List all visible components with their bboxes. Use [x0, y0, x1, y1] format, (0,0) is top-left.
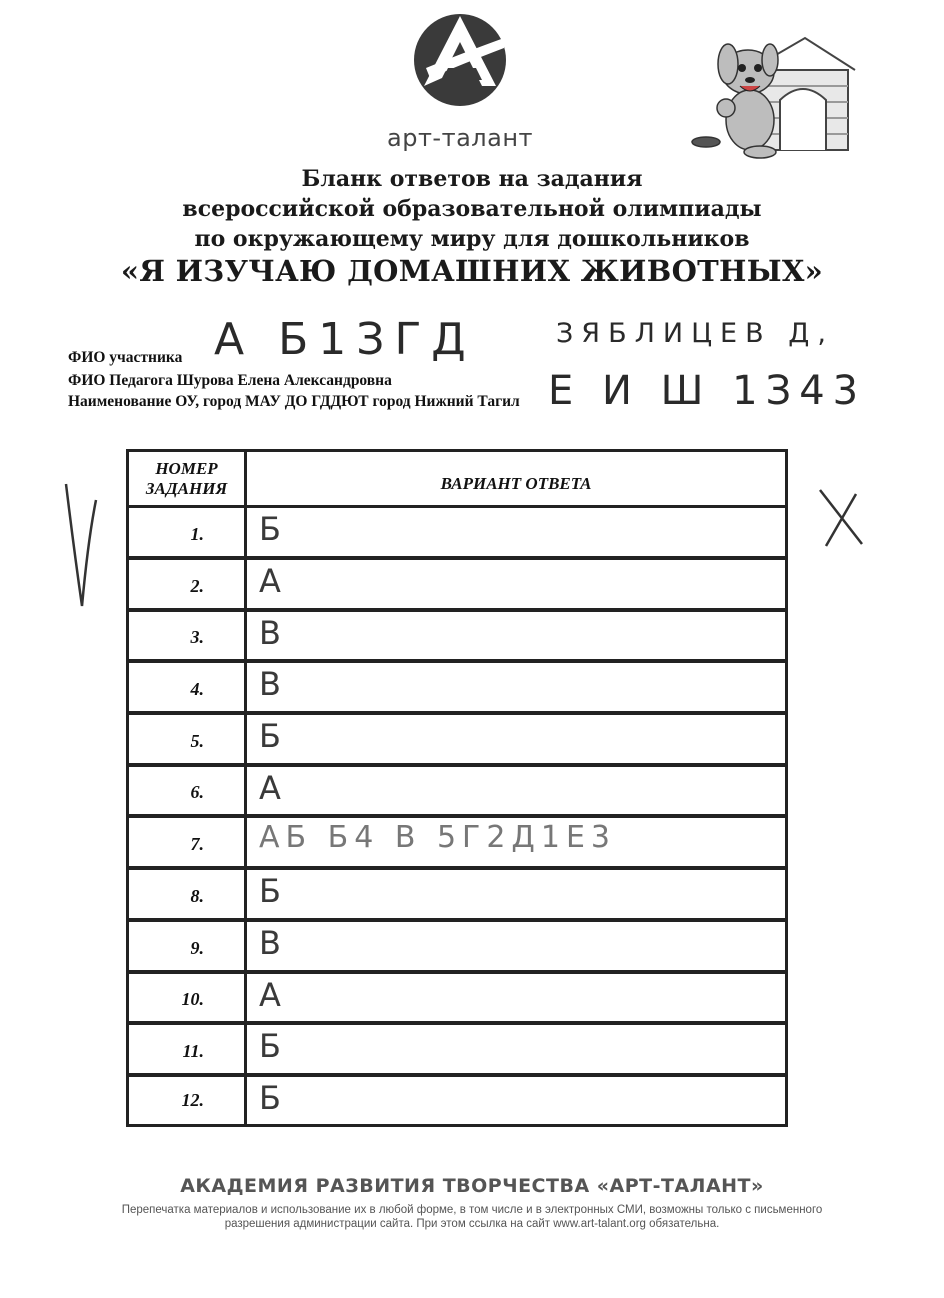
handwritten-check-mark [60, 480, 100, 610]
answer-cell: А [259, 562, 281, 600]
art-talant-logo [412, 8, 508, 118]
answer-cell: Б [259, 510, 281, 548]
dog-house-illustration [690, 30, 860, 160]
table-row [129, 612, 785, 663]
school-name-line: Наименование ОУ, город МАУ ДО ГДДЮТ город Нижний Тагил [68, 393, 520, 410]
handwritten-code-bottom: Е И Ш 1З43 [548, 368, 867, 414]
footer-copyright-note: Перепечатка материалов и использование их в любой форме, в том числе и в электронных СМИ, возможны только с письменного разрешения администрации сайта. При этом ссылка на сайт www.art-talant.org обязательна. [121, 1204, 823, 1230]
task-number: 6. [129, 767, 247, 818]
task-number: 1. [129, 508, 247, 560]
task-number: 3. [129, 612, 247, 663]
task-number: 9. [129, 922, 247, 974]
form-title-line-3: по окружающему миру для дошкольников [194, 226, 750, 252]
task-number: 2. [129, 560, 247, 612]
answer-cell: Б [259, 1027, 281, 1065]
task-number: 8. [129, 870, 247, 922]
brand-name: арт-талант [387, 124, 533, 152]
answer-cell: А [259, 769, 281, 807]
answer-cell: Б [259, 1079, 281, 1117]
table-row [129, 818, 785, 870]
column-header-answer: ВАРИАНТ ОТВЕТА [247, 452, 785, 508]
column-header-number: НОМЕР ЗАДАНИЯ [129, 452, 247, 508]
task-number: 10. [129, 974, 247, 1025]
answer-cell: Б [259, 872, 281, 910]
olympiad-name: «Я ИЗУЧАЮ ДОМАШНИХ ЖИВОТНЫХ» [120, 254, 824, 288]
answer-cell: Б [259, 717, 281, 755]
table-row [129, 508, 785, 560]
task-number: 4. [129, 663, 247, 715]
handwritten-code-top: А Б1ЗГД [214, 314, 476, 365]
handwritten-participant-name: ЗЯБЛИЦЕВ Д, [556, 318, 834, 349]
table-row [129, 767, 785, 818]
footer-academy-name: АКАДЕМИЯ РАЗВИТИЯ ТВОРЧЕСТВА «АРТ-ТАЛАНТ» [180, 1175, 764, 1197]
table-row [129, 1077, 785, 1124]
answer-cell: АБ Б4 В 5Г2Д1Е3 [259, 820, 616, 855]
participant-name-label: ФИО участника [68, 349, 183, 366]
answer-cell: В [259, 614, 281, 652]
table-row [129, 1025, 785, 1077]
answer-cell: В [259, 924, 281, 962]
task-number: 7. [129, 818, 247, 870]
form-title-line-2: всероссийской образовательной олимпиады [182, 196, 762, 222]
task-number: 5. [129, 715, 247, 767]
answer-table [126, 449, 788, 1127]
answer-cell: А [259, 976, 281, 1014]
task-number: 11. [129, 1025, 247, 1077]
task-number: 12. [129, 1077, 247, 1124]
teacher-name-line: ФИО Педагога Шурова Елена Александровна [68, 372, 392, 389]
table-row [129, 922, 785, 974]
table-row [129, 663, 785, 715]
table-row [129, 560, 785, 612]
table-row [129, 870, 785, 922]
answer-cell: В [259, 665, 281, 703]
table-row [129, 715, 785, 767]
form-title-line-1: Бланк ответов на задания [301, 166, 643, 192]
handwritten-cross-mark [812, 486, 868, 550]
table-row [129, 974, 785, 1025]
